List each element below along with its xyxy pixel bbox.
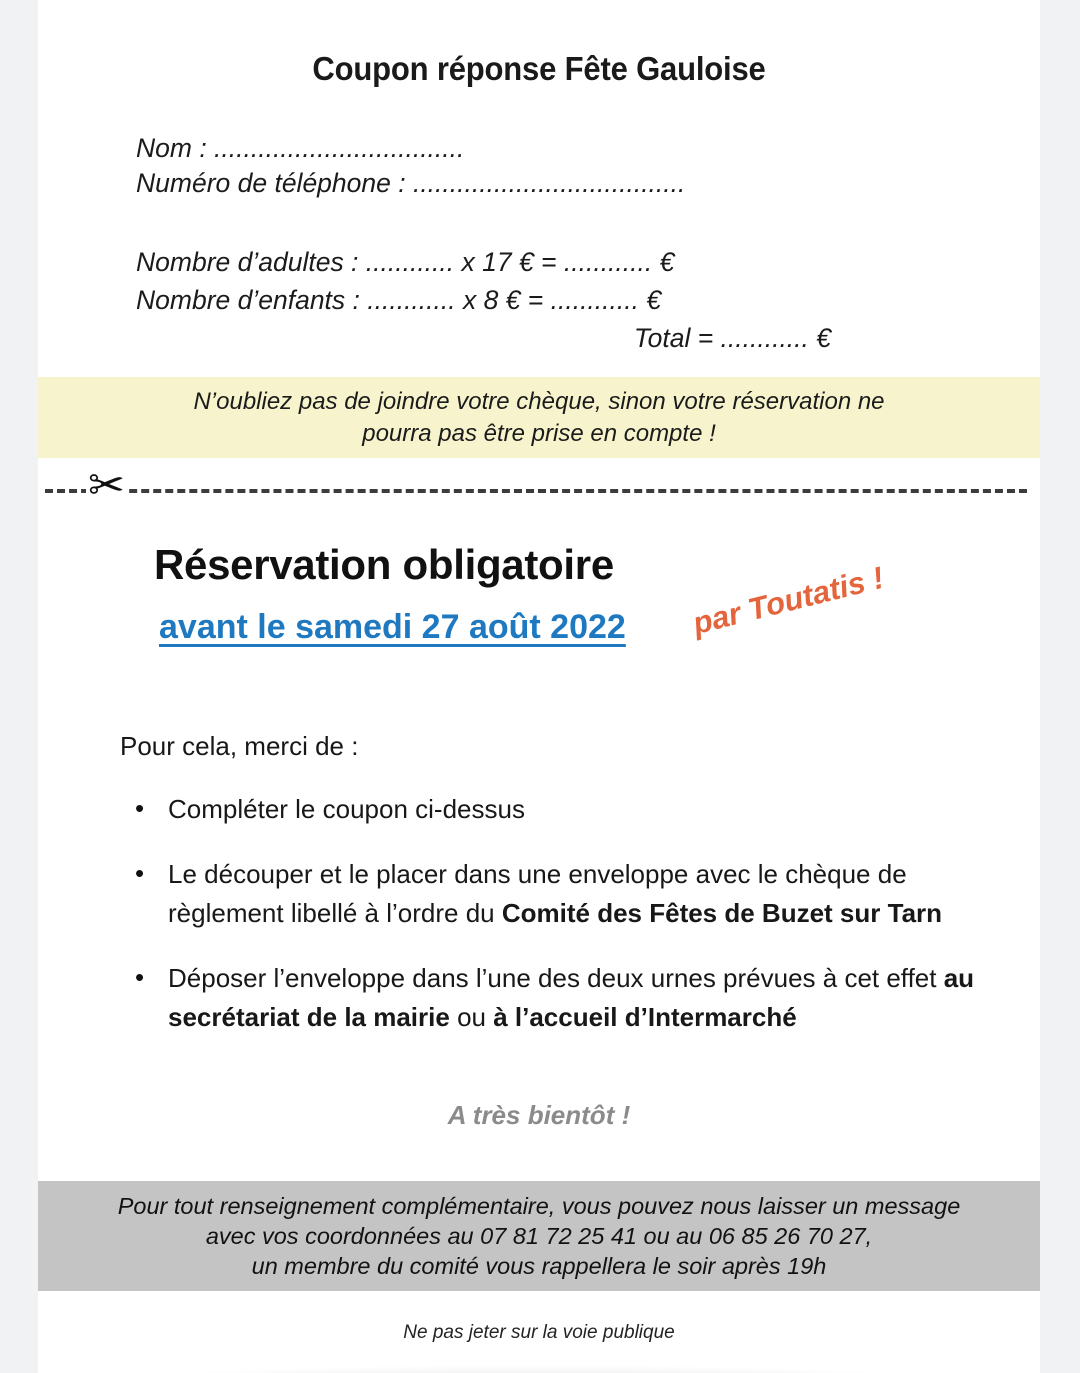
reservation-deadline: avant le samedi 27 août 2022 [159,608,626,646]
cheque-warning-band [38,377,1040,458]
instructions-list [120,790,1000,1063]
page-bottom-shadow [38,1347,1040,1373]
signoff-text: A très bientôt ! [447,1100,631,1130]
instructions-lead: Pour cela, merci de : [120,731,359,761]
coupon-field-nom: Nom : .................................. [136,133,465,163]
instruction-text: Le découper et le placer dans une enveloppe avec le chèque de règlement libellé à l’ordre du [168,859,907,928]
coupon-amount-total: Total = ............ € [633,323,831,353]
bullet-icon: • [135,793,145,823]
instruction-text: Compléter le coupon ci-dessus [168,794,525,824]
contact-line-2: avec vos coordonnées au 07 81 72 25 41 ou au 06 85 26 70 27, [205,1223,873,1249]
coupon-amount-adultes: Nombre d’adultes : ............ x 17 € = ............ € [136,247,675,277]
coupon-amount-group [136,243,831,357]
legal-notice: Ne pas jeter sur la voie publique [403,1322,675,1343]
instruction-item [120,790,1000,829]
instruction-text: Déposer l’enveloppe dans l’une des deux urnes prévues à cet effet [168,963,944,993]
document-sheet [38,0,1040,1373]
cheque-warning-line-2: pourra pas être prise en compte ! [362,419,716,447]
instruction-emphasis: à l’accueil d’Intermarché [493,1002,797,1032]
instruction-item [120,855,1000,933]
instruction-item [120,959,1000,1037]
toutatis-exclamation: par Toutatis ! [689,559,888,642]
bullet-icon: • [135,962,145,992]
instruction-emphasis: au secrétariat de la mairie [168,963,975,1032]
instruction-emphasis: Comité des Fêtes de Buzet sur Tarn [501,898,943,928]
coupon-title: Coupon réponse Fête Gauloise [312,50,766,87]
contact-line-1: Pour tout renseignement complémentaire, vous pouvez nous laisser un message [117,1193,961,1219]
contact-line-3: un membre du comité vous rappellera le soir après 19h [251,1253,827,1279]
contact-band [38,1181,1040,1291]
coupon-field-group [136,131,685,201]
coupon-field-telephone: Numéro de téléphone : ..................................... [136,168,686,198]
cut-here-line [38,461,1040,512]
dashed-cut-rule [45,489,1027,493]
bullet-icon: • [135,858,145,888]
instruction-text: ou [449,1002,494,1032]
coupon-amount-enfants: Nombre d’enfants : ............ x 8 € = ............ € [136,285,662,315]
reservation-heading: Réservation obligatoire [154,541,614,588]
cheque-warning-line-1: N’oubliez pas de joindre votre chèque, sinon votre réservation ne [193,387,885,415]
scissors-icon: ✂ [88,461,125,510]
